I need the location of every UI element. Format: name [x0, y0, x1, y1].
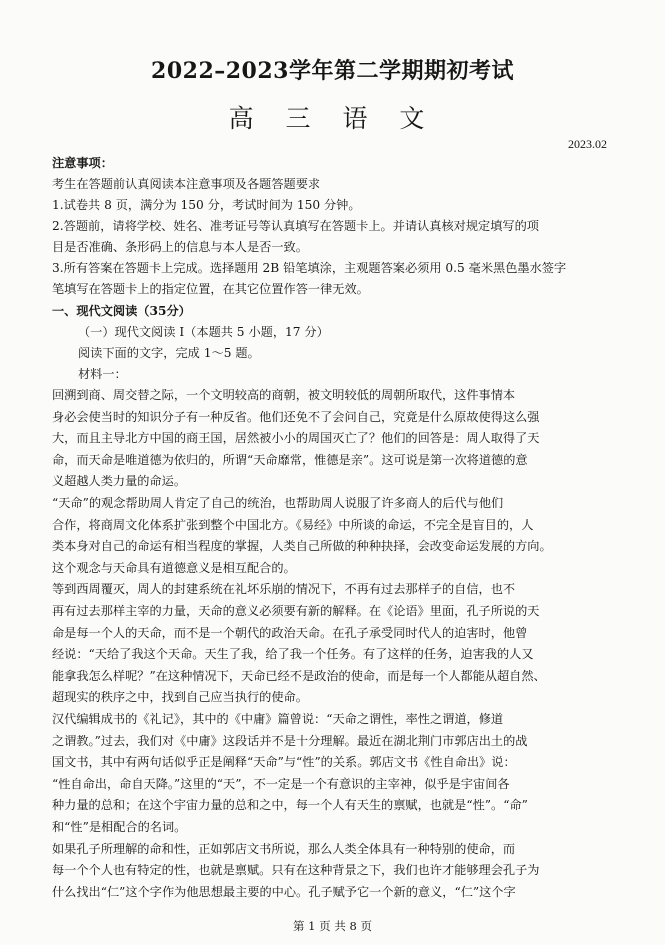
- passage-line: 等到西周覆灭，周人的封建系统在礼坏乐崩的情况下，不再有过去那样子的自信，也不: [52, 582, 516, 597]
- notice-line: 目是否准确、条形码上的信息与本人是否一致。: [52, 240, 308, 254]
- passage-line: 能拿我怎么样呢？”在这种情况下，天命已经不是政治的使命，而是每一个人都能从超自然、: [52, 668, 546, 683]
- passage-line: 命是每一个人的天命，而不是一个朝代的政治天命。在孔子承受同时代人的迫害时，他曾: [52, 625, 528, 640]
- notice-line: 2.答题前，请将学校、姓名、准考证号等认真填写在答题卡上。并请认真核对规定填写的项: [52, 219, 539, 233]
- passage-line: 种力量的总和；在这个宇宙力量的总和之中，每一个人有天生的禀赋，也就是“性”。“命”: [52, 798, 528, 813]
- passage-line: 大，而且主导北方中国的商王国，居然被小小的周国灭亡了？他们的回答是：周人取得了天: [52, 431, 540, 446]
- notice-line: 1.试卷共 8 页，满分为 150 分，考试时间为 150 分钟。: [52, 198, 361, 212]
- subject-title: 高 三 语 文: [228, 104, 437, 133]
- passage-line: 国文书，其中有两句话似乎正是阐释“天命”与“性”的关系。郭店文书《性自命出》说：: [52, 755, 516, 770]
- passage-line: 身必会使当时的知识分子有一种反省。他们还免不了会问自己，究竟是什么原故使得这么强: [52, 409, 540, 424]
- exam-date: 2023.02: [568, 137, 607, 151]
- material-label: 材料一：: [78, 367, 127, 381]
- notice-line: 笔填写在答题卡上的指定位置，在其它位置作答一律无效。: [52, 282, 369, 296]
- notice-heading: 注意事项：: [52, 156, 113, 170]
- passage-line: 什么找出“仁”这个字作为他思想最主要的中心。孔子赋予它一个新的意义，“仁”这个字: [52, 884, 516, 899]
- reading-instruction: 阅读下面的文字，完成 1～5 题。: [78, 346, 260, 360]
- passage-line: 义超越人类力量的命运。: [52, 474, 187, 489]
- passage-line: 和“性”是相配合的名词。: [52, 820, 187, 834]
- passage-line: 之谓教。”过去，我们对《中庸》这段话并不是十分理解。最近在湖北荆门市郭店出土的战: [52, 733, 528, 748]
- notice-line: 3.所有答案在答题卡上完成。选择题用 2B 铅笔填涂，主观题答案必须用 0.5 毫米黑色墨水签字: [52, 261, 567, 275]
- passage-line: 回溯到商、周交替之际，一个文明较高的商朝，被文明较低的周朝所取代，这件事情本: [52, 388, 516, 402]
- section-heading: 一、现代文阅读（35分）: [52, 304, 191, 318]
- passage-line: 再有过去那样主宰的力量，天命的意义必须要有新的解释。在《论语》里面，孔子所说的天: [52, 604, 540, 618]
- passage-line: 如果孔子所理解的命和性，正如郭店文书所说，那么人类全体具有一种特别的使命，而: [52, 841, 516, 856]
- passage-line: 经说：“天给了我这个天命。天生了我，给了我一个任务。有了这样的任务，迫害我的人又: [52, 647, 534, 662]
- section-subheading: （一）现代文阅读 I（本题共 5 小题，17 分）: [78, 325, 329, 339]
- passage-line: 命，而天命是唯道德为依归的，所谓“天命靡常，惟德是亲”。这可说是第一次将道德的意: [52, 452, 528, 467]
- page-footer: 第 1 页 共 8 页: [293, 919, 372, 933]
- notice-line: 考生在答题前认真阅读本注意事项及各题答题要求: [52, 177, 321, 191]
- passage-line: 合作，将商周文化体系扩张到整个中国北方。《易经》中所谈的命运，不完全是盲目的，人: [52, 517, 534, 532]
- passage-line: “天命”的观念帮助周人肯定了自己的统治，也帮助周人说服了许多商人的后代与他们: [52, 496, 504, 510]
- passage-line: 每一个个人也有特定的性，也就是禀赋。只有在这种背景之下，我们也许才能够理会孔子为: [52, 863, 540, 878]
- passage-line: 汉代编辑成书的《礼记》，其中的《中庸》篇曾说：“天命之谓性，率性之谓道，修道: [52, 712, 504, 726]
- passage-line: 这个观念与天命具有道德意义是相互配合的。: [52, 560, 296, 575]
- passage-line: “性自命出，命自天降。”这里的“天”，不一定是一个有意识的主宰神，似乎是宇宙间各: [52, 776, 510, 791]
- exam-title: 2022–2023学年第二学期期初考试: [151, 58, 514, 84]
- passage-line: 类本身对自己的命运有相当程度的掌握，人类自己所做的种种抉择，会改变命运发展的方向。: [52, 539, 552, 554]
- passage-line: 超现实的秩序之中，找到自己应当执行的使命。: [52, 690, 308, 705]
